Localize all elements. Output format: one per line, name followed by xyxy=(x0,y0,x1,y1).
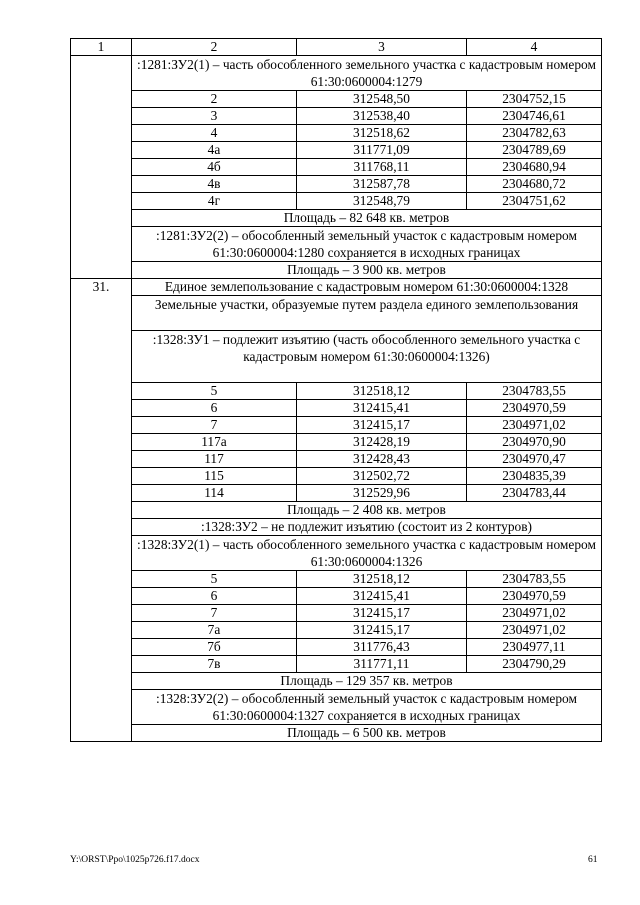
point-cell: 4г xyxy=(132,193,297,210)
table-row xyxy=(71,588,602,605)
table-row xyxy=(71,91,602,108)
y-cell: 2304977,11 xyxy=(467,639,602,656)
table-row xyxy=(71,690,602,725)
table-header-row xyxy=(71,39,602,56)
table-row xyxy=(71,451,602,468)
header-cell: 4 xyxy=(467,39,602,56)
table-row xyxy=(71,571,602,588)
table-row xyxy=(71,262,602,279)
table-row xyxy=(71,142,602,159)
table-row xyxy=(71,296,602,331)
x-cell: 312415,17 xyxy=(297,605,467,622)
table-row xyxy=(71,227,602,262)
point-cell: 3 xyxy=(132,108,297,125)
area-cell: Площадь – 3 900 кв. метров xyxy=(132,262,602,279)
footer-file-path: Y:\ORST\Ppo\1025p726.f17.docx xyxy=(70,855,200,865)
point-cell: 6 xyxy=(132,400,297,417)
table-row xyxy=(71,622,602,639)
table-row xyxy=(71,108,602,125)
point-cell: 115 xyxy=(132,468,297,485)
table-row xyxy=(71,383,602,400)
x-cell: 312538,40 xyxy=(297,108,467,125)
point-cell: 7в xyxy=(132,656,297,673)
point-cell: 4 xyxy=(132,125,297,142)
y-cell: 2304971,02 xyxy=(467,417,602,434)
x-cell: 312518,12 xyxy=(297,571,467,588)
y-cell: 2304970,59 xyxy=(467,400,602,417)
point-cell: 7а xyxy=(132,622,297,639)
point-cell: 5 xyxy=(132,383,297,400)
parcel-title: Единое землепользование с кадастровым номером 61:30:0600004:1328 xyxy=(132,279,602,296)
parcel-title: :1328:ЗУ2 – не подлежит изъятию (состоит из 2 контуров) xyxy=(132,519,602,536)
point-cell: 114 xyxy=(132,485,297,502)
y-cell: 2304680,94 xyxy=(467,159,602,176)
point-cell: 7б xyxy=(132,639,297,656)
table-row xyxy=(71,400,602,417)
x-cell: 312529,96 xyxy=(297,485,467,502)
header-cell: 2 xyxy=(132,39,297,56)
y-cell: 2304971,02 xyxy=(467,622,602,639)
y-cell: 2304752,15 xyxy=(467,91,602,108)
page-number: 61 xyxy=(588,855,598,865)
area-cell: Площадь – 129 357 кв. метров xyxy=(132,673,602,690)
table-row xyxy=(71,468,602,485)
row-number-cell xyxy=(71,56,132,279)
table-row xyxy=(71,605,602,622)
x-cell: 312415,17 xyxy=(297,417,467,434)
point-cell: 4а xyxy=(132,142,297,159)
y-cell: 2304790,29 xyxy=(467,656,602,673)
header-cell: 1 xyxy=(71,39,132,56)
y-cell: 2304835,39 xyxy=(467,468,602,485)
x-cell: 312415,41 xyxy=(297,588,467,605)
table-row xyxy=(71,279,602,296)
y-cell: 2304783,55 xyxy=(467,383,602,400)
parcel-title: :1328:ЗУ2(1) – часть обособленного земельного участка с кадастровым номером 61:30:0600004:1326 xyxy=(132,536,602,571)
parcel-title: :1328:ЗУ2(2) – обособленный земельный участок с кадастровым номером 61:30:0600004:1327 сохраняется в исходных границах xyxy=(132,690,602,725)
table-row xyxy=(71,519,602,536)
point-cell: 4б xyxy=(132,159,297,176)
x-cell: 312518,12 xyxy=(297,383,467,400)
table-row xyxy=(71,434,602,451)
table-row xyxy=(71,673,602,690)
x-cell: 312518,62 xyxy=(297,125,467,142)
x-cell: 311771,09 xyxy=(297,142,467,159)
x-cell: 311776,43 xyxy=(297,639,467,656)
parcel-title: :1281:ЗУ2(2) – обособленный земельный участок с кадастровым номером 61:30:0600004:1280 сохраняется в исходных границах xyxy=(132,227,602,262)
table-row xyxy=(71,725,602,742)
y-cell: 2304783,44 xyxy=(467,485,602,502)
point-cell: 2 xyxy=(132,91,297,108)
y-cell: 2304970,90 xyxy=(467,434,602,451)
table-row xyxy=(71,210,602,227)
table-row xyxy=(71,536,602,571)
point-cell: 117а xyxy=(132,434,297,451)
table-row xyxy=(71,176,602,193)
row-number-cell: 31. xyxy=(71,279,132,742)
x-cell: 312587,78 xyxy=(297,176,467,193)
point-cell: 117 xyxy=(132,451,297,468)
y-cell: 2304680,72 xyxy=(467,176,602,193)
y-cell: 2304971,02 xyxy=(467,605,602,622)
table-row xyxy=(71,502,602,519)
x-cell: 312415,41 xyxy=(297,400,467,417)
y-cell: 2304789,69 xyxy=(467,142,602,159)
point-cell: 4в xyxy=(132,176,297,193)
header-cell: 3 xyxy=(297,39,467,56)
x-cell: 312428,43 xyxy=(297,451,467,468)
table-row xyxy=(71,125,602,142)
x-cell: 311768,11 xyxy=(297,159,467,176)
point-cell: 6 xyxy=(132,588,297,605)
parcel-subtitle: Земельные участки, образуемые путем раздела единого землепользования xyxy=(132,296,602,331)
y-cell: 2304751,62 xyxy=(467,193,602,210)
y-cell: 2304970,47 xyxy=(467,451,602,468)
area-cell: Площадь – 2 408 кв. метров xyxy=(132,502,602,519)
table-row xyxy=(71,193,602,210)
x-cell: 312502,72 xyxy=(297,468,467,485)
x-cell: 311771,11 xyxy=(297,656,467,673)
coordinates-table xyxy=(70,38,602,742)
x-cell: 312415,17 xyxy=(297,622,467,639)
parcel-title: :1328:ЗУ1 – подлежит изъятию (часть обособленного земельного участка с кадастровым номером 61:30:0600004:1326) xyxy=(132,331,602,383)
point-cell: 7 xyxy=(132,605,297,622)
table-row xyxy=(71,331,602,383)
y-cell: 2304746,61 xyxy=(467,108,602,125)
x-cell: 312428,19 xyxy=(297,434,467,451)
table-row xyxy=(71,485,602,502)
y-cell: 2304970,59 xyxy=(467,588,602,605)
table-row xyxy=(71,639,602,656)
y-cell: 2304783,55 xyxy=(467,571,602,588)
table-row xyxy=(71,417,602,434)
x-cell: 312548,50 xyxy=(297,91,467,108)
point-cell: 7 xyxy=(132,417,297,434)
area-cell: Площадь – 6 500 кв. метров xyxy=(132,725,602,742)
point-cell: 5 xyxy=(132,571,297,588)
table-row xyxy=(71,159,602,176)
area-cell: Площадь – 82 648 кв. метров xyxy=(132,210,602,227)
table-row xyxy=(71,56,602,91)
parcel-title: :1281:ЗУ2(1) – часть обособленного земельного участка с кадастровым номером 61:30:0600004:1279 xyxy=(132,56,602,91)
table-row xyxy=(71,656,602,673)
x-cell: 312548,79 xyxy=(297,193,467,210)
y-cell: 2304782,63 xyxy=(467,125,602,142)
